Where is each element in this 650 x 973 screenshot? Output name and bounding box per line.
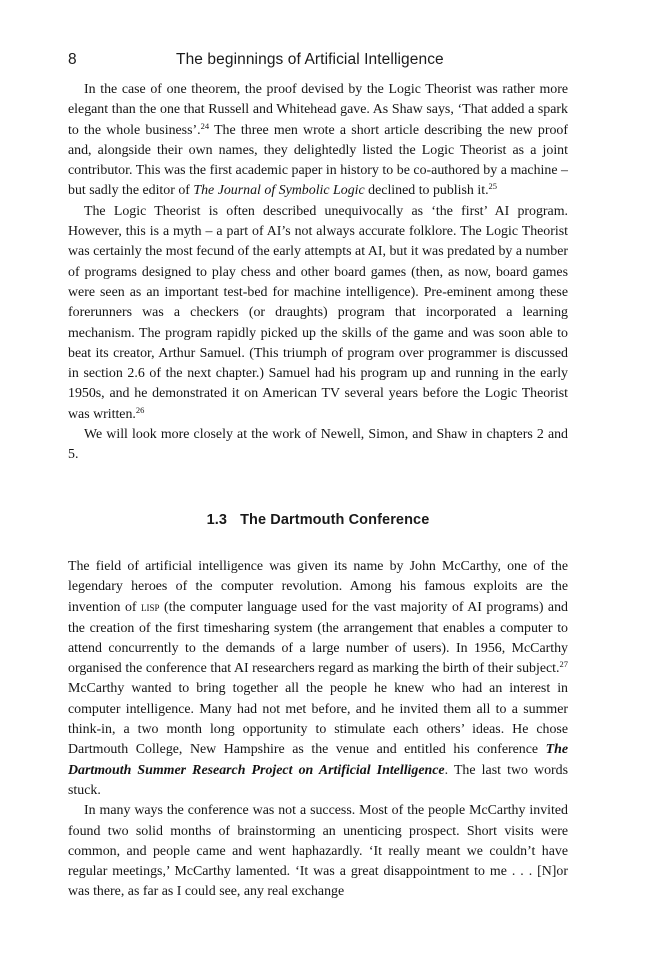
page-body bbox=[68, 80, 568, 903]
footnote-ref-27: 27 bbox=[559, 659, 568, 670]
page-number: 8 bbox=[68, 51, 77, 68]
text-run: The field of artificial intelligence was given its name by John McCarthy, one of the legendary heroes of the computer revolution. Among his famous exploits are the invention of bbox=[68, 558, 568, 616]
book-page bbox=[68, 48, 568, 903]
paragraph-conference-outcome bbox=[68, 801, 568, 902]
text-run: The Logic Theorist is often described unequivocally as ‘the first’ AI program. However, this is a myth – a part of AI’s not always accurate folklore. The Logic Theorist was certainly the most fecund of the early attempts at AI, but it was predated by a number of programs designed to play chess and other board games (then, as now, board games were seen as an important test-bed for machine intelligence). Pre-eminent among these forerunners was a checkers (or draughts) program that incorporated a learning mechanism. The program rapidly picked up the skills of the game and was soon able to beat its creator, Arthur Samuel. (This triumph of program over programmer is discussed in section 2.6 of the next chapter.) Samuel had his program up and running in the early 1950s, and he demonstrated it on American TV several years before the Logic Theorist was written. bbox=[68, 203, 568, 422]
footnote-ref-25: 25 bbox=[488, 181, 498, 192]
text-run: In the case of one theorem, the proof devised by the Logic Theorist was rather more elegant than the one that Russell and Whitehead gave. As Shaw says, ‘That added a spark to the whole business’. bbox=[68, 82, 568, 138]
text-run: We will look more closely at the work of Newell, Simon, and Shaw in chapters 2 and 5. bbox=[68, 427, 568, 463]
lisp-term: lisp bbox=[140, 600, 160, 615]
paragraph-first-ai-program bbox=[68, 202, 568, 425]
section-title: The Dartmouth Conference bbox=[240, 511, 430, 528]
text-run: (the computer language used for the vast majority of AI programs) and the creation of the first timesharing system (the arrangement that enables a computer to attend concurrently to the demands of a large number of users). In 1956, McCarthy organised the conference that AI researchers regard as marking the birth of their subject. bbox=[68, 600, 568, 677]
conference-title: The Dartmouth Summer Research Project on Artificial Intelligence bbox=[68, 742, 568, 778]
section-number: 1.3 bbox=[206, 511, 228, 528]
text-run: declined to publish it. bbox=[364, 183, 489, 199]
footnote-ref-24: 24 bbox=[200, 120, 210, 131]
text-run: In many ways the conference was not a success. Most of the people McCarthy invited found two solid months of brainstorming an unenticing prospect. Short visits were common, and people came and went haphazardly. ‘It really meant we couldn’t have regular meetings,’ McCarthy lamented. ‘It was a great disappointment to me . . . [N]or was there, as far as I could see, any real exchange bbox=[68, 803, 568, 900]
footnote-ref-26: 26 bbox=[135, 404, 145, 415]
section-heading bbox=[68, 512, 568, 528]
text-run: The three men wrote a short article describing the new proof and, alongside their own names, they delightedly listed the Logic Theorist as a joint contributor. This was the first academic paper in history to be co-authored by a machine – but sadly the editor of bbox=[68, 122, 568, 199]
paragraph-mccarthy bbox=[68, 557, 568, 802]
page-header bbox=[68, 48, 568, 74]
text-run: McCarthy wanted to bring together all the people he knew who had an interest in computer intelligence. Many had not met before, and he invited them all to a summer think-in, a two month long opportunity to stimulate each others’ ideas. He chose Dartmouth College, New Hampshire as the venue and entitled his conference bbox=[68, 681, 568, 758]
running-title: The beginnings of Artificial Intelligence bbox=[176, 51, 444, 68]
paragraph-chapters-reference bbox=[68, 425, 568, 466]
paragraph-logic-theorist-proof bbox=[68, 80, 568, 202]
text-run: . The last two words stuck. bbox=[68, 762, 568, 798]
journal-title: The Journal of Symbolic Logic bbox=[193, 183, 365, 199]
